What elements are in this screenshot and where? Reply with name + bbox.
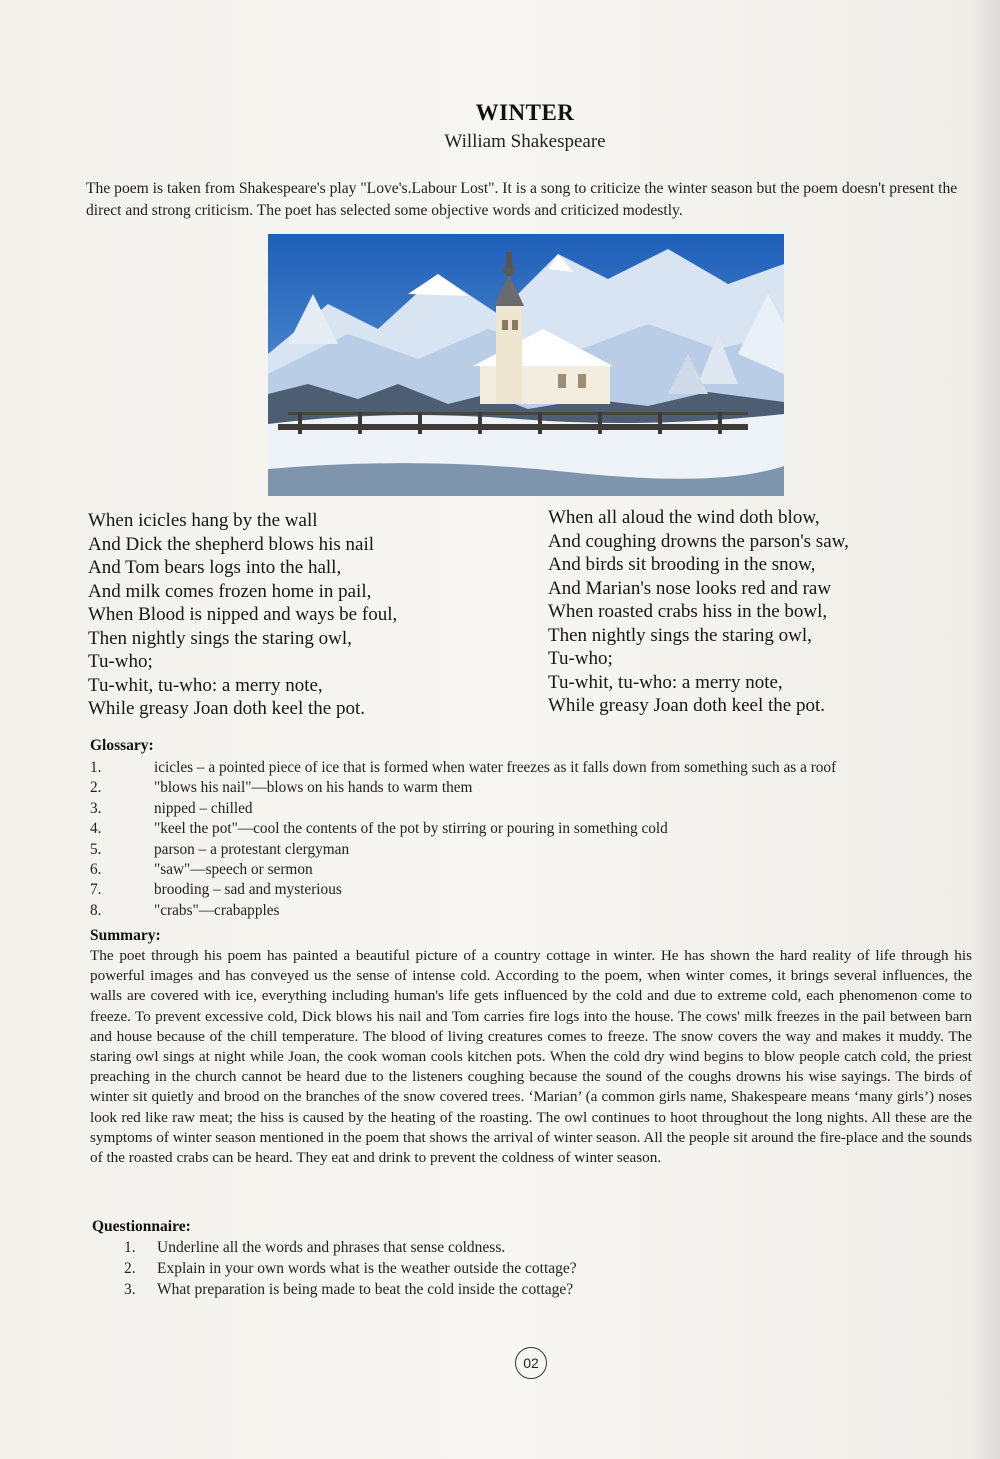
poem-line: When Blood is nipped and ways be foul, [88, 604, 398, 625]
glossary-item: 1. icicles – a pointed piece of ice that is formed when water freezes as it falls down from something such as a roof [90, 759, 837, 776]
glossary-item: 4. "keel the pot"—cool the contents of the pot by stirring or pouring in something cold [90, 820, 668, 838]
glossary-item: 3. nipped – chilled [90, 799, 253, 817]
page-number: 02 [515, 1347, 547, 1379]
poem-line: When all aloud the wind doth blow, [548, 507, 820, 528]
poem-line: When roasted crabs hiss in the bowl, [548, 601, 828, 622]
poem-line: Tu-whit, tu-who: a merry note, [88, 674, 323, 696]
poem-line: Then nightly sings the staring owl, [88, 627, 352, 649]
glossary-item: 7. brooding – sad and mysterious [90, 881, 342, 899]
glossary-item: 8. "crabs"—crabapples [90, 901, 280, 919]
poem-line: And Marian's nose looks red and raw [548, 577, 832, 599]
question-item: 2. Explain in your own words what is the weather outside the cottage? [124, 1260, 577, 1277]
poem-line: Tu-who; [88, 651, 153, 672]
questionnaire-list [124, 1237, 824, 1300]
winter-church-photo [268, 234, 784, 496]
poem-line: And Tom bears logs into the hall, [88, 557, 342, 578]
poem-line: Tu-who; [548, 648, 613, 669]
question-item: 1. Underline all the words and phrases that sense coldness. [124, 1239, 506, 1256]
poem-line: Then nightly sings the staring owl, [548, 624, 812, 646]
poem-stanza-1 [88, 509, 397, 721]
summary-paragraph: The poet through his poem has painted a beautiful picture of a country cottage in winter. He has shown the hard reality of life through his powerful images and has conveyed us the sense of intense cold. According to the poem, when winter comes, it brings several influences, the walls are covered with ice, everything including human's life gets influenced by the cold and due to extreme cold, each phenomenon come to freeze. To prevent excessive cold, Dick blows his nail and Tom carries fire logs into the house. The cows' milk freezes in the pail between barn and house because of the chill temperature. The blood of living creatures comes to freeze. The snow covers the way and makes it muddy. The staring owl sings at night while Joan, the cook woman cools kitchen pots. When the cold dry wind begins to blow people catch cold, the priest preaching in the church cannot be heard due to the listeners coughing because the sound of the coughs drowns his wise sayings. The birds of winter sit quietly and brood on the branches of the snow covered trees. ‘Marian’ (a common girls name, Shakespeare means ‘many girls’) noses look red like raw meat; the hiss is caused by the heating of the roasting. The owl continues to hoot throughout the long nights. All these are the symptoms of winter season mentioned in the poem that shows the arrival of winter season. All the people sit around the fire-place and the sounds of the roasted crabs can be heard. They eat and drink to prevent the coldness of winter season. [90, 947, 972, 1167]
poem-line: And Dick the shepherd blows his nail [88, 533, 375, 555]
glossary-heading: Glossary: [90, 737, 154, 754]
poem-stanza-2 [548, 506, 849, 718]
poem-line: While greasy Joan doth keel the pot. [88, 698, 366, 719]
poem-line: Tu-whit, tu-who: a merry note, [548, 671, 783, 693]
poem-title: WINTER [475, 100, 575, 125]
glossary-item: 6. "saw"—speech or sermon [90, 861, 313, 879]
glossary-list [90, 758, 980, 921]
poem-author: William Shakespeare [444, 131, 606, 152]
glossary-item: 5. parson – a protestant clergyman [90, 840, 350, 858]
question-item: 3. What preparation is being made to beat the cold inside the cottage? [124, 1281, 574, 1298]
questionnaire-heading: Questionnaire: [92, 1218, 191, 1235]
poem-line: When icicles hang by the wall [88, 510, 318, 531]
poem-line: And birds sit brooding in the snow, [548, 554, 816, 575]
glossary-item: 2. "blows his nail"—blows on his hands to warm them [90, 779, 473, 797]
intro-paragraph: The poem is taken from Shakespeare's play "Love's.Labour Lost". It is a song to criticize the winter season but the poem doesn't present the direct and strong criticism. The poet has selected some objective words and criticized modestly. [86, 180, 958, 219]
poem-line: While greasy Joan doth keel the pot. [548, 695, 826, 716]
poem-line: And milk comes frozen home in pail, [88, 580, 372, 602]
poem-line: And coughing drowns the parson's saw, [548, 530, 849, 552]
summary-heading: Summary: [90, 927, 161, 944]
